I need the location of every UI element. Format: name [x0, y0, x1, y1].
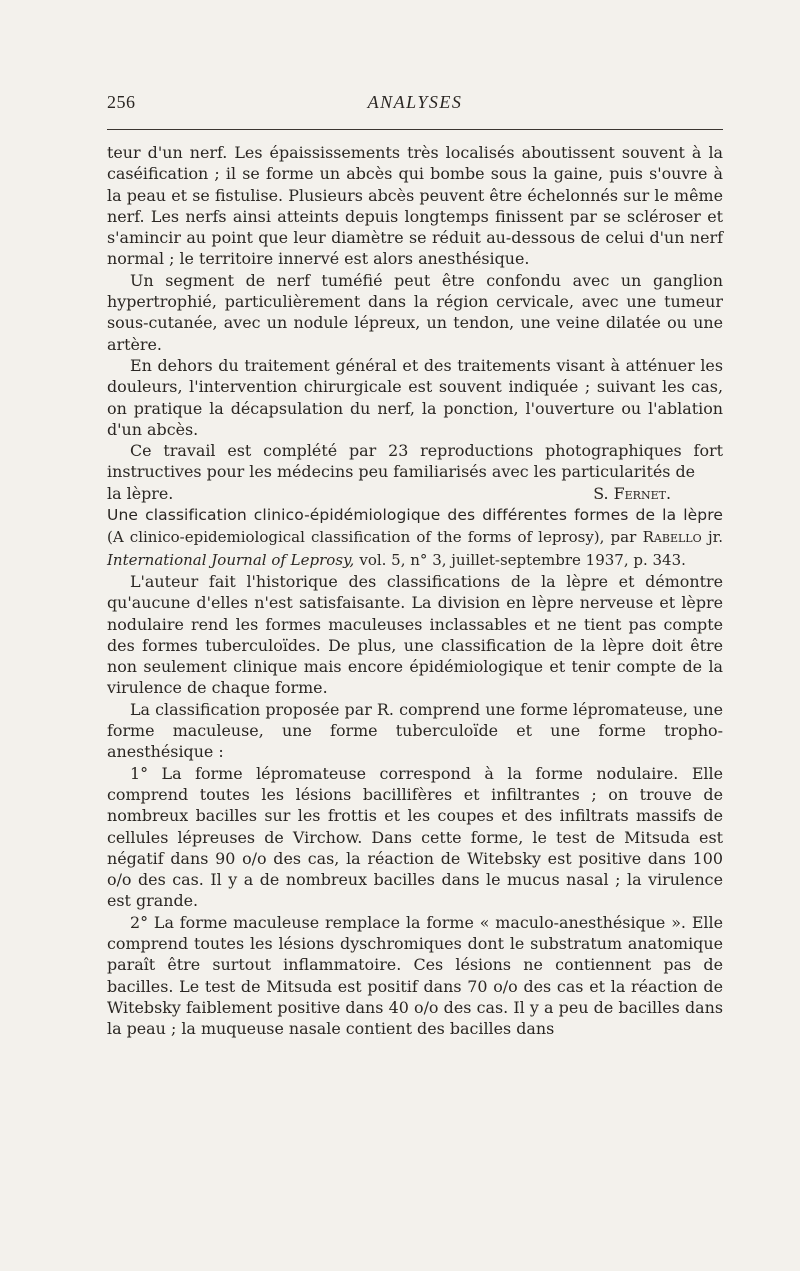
paragraph: 1° La forme lépromateuse correspond à la forme nodulaire. Elle comprend toutes les lésions bacillifères et infiltrantes ; on trouve de nombreux bacilles sur les frottis et les coupes et des infiltrats massifs de cellules lépreuses de Virchow. Dans cette forme, le test de Mitsuda est négatif dans 90 o/o des cas, la réaction de Witebsky est positive dans 100 o/o des cas. Il y a de nombreux bacilles dans le mucus nasal ; la virulence est grande. — [107, 763, 723, 911]
paragraph: En dehors du traitement général et des traitements visant à atténuer les douleurs, l'intervention chirurgicale est souvent indiquée ; suivant les cas, on pratique la décapsulation du nerf, la ponction, l'ouverture ou l'ablation d'un abcès. — [107, 355, 723, 439]
header-rule — [107, 129, 723, 130]
article-author: Rabello — [642, 528, 702, 547]
paragraph: La classification proposée par R. comprend une forme lépromateuse, une forme maculeuse, une forme tuberculoïde et une forme tropho-anesthésique : — [107, 699, 723, 762]
author-suffix: jr. — [708, 528, 723, 547]
article-heading — [107, 504, 723, 571]
citation-details: vol. 5, n° 3, juillet-septembre 1937, p. 343. — [359, 550, 686, 569]
paragraph: Un segment de nerf tuméfié peut être confondu avec un ganglion hypertrophié, particulièrement dans la région cervicale, avec une tumeur sous-cutanée, avec un nodule lépreux, un tendon, une veine dilatée ou une artère. — [107, 270, 723, 354]
first-review — [107, 142, 723, 504]
paragraph-end-with-signature — [107, 483, 723, 504]
paragraph-continuation: teur d'un nerf. Les épaississements très localisés aboutissent souvent à la caséification ; il se forme un abcès qui bombe sous la gaine, puis s'ouvre à la peau et se fistulise. Plusieurs abcès peuvent être échelonnés sur le même nerf. Les nerfs ainsi atteints depuis longtemps finissent par se scléroser et s'amincir au point que leur diamètre se réduit au-dessous de celui d'un nerf normal ; le territoire innervé est alors anesthésique. — [107, 143, 723, 269]
paragraph: L'auteur fait l'historique des classifications de la lèpre et démontre qu'aucune d'elles n'est satisfaisante. La division en lèpre nerveuse et lèpre nodulaire rend les formes maculeuses inclassables et ne tient pas compte des formes tuberculoïdes. De plus, une classification de la lèpre doit être non seulement clinique mais encore épidémiologique et tenir compte de la virulence de chaque forme. — [107, 571, 723, 698]
paragraph: Ce travail est complété par 23 reproductions photographiques fort instructives pour les médecins peu familiarisés avec les particularités de — [107, 441, 723, 482]
page-number: 256 — [107, 92, 136, 112]
reviewer-signature: S. Fernet. — [593, 483, 671, 503]
page-header — [107, 92, 723, 116]
paragraph: 2° La forme maculeuse remplace la forme « maculo-anesthésique ». Elle comprend toutes les lésions dyschromiques dont le substratum anatomique paraît être surtout inflammatoire. Ces lésions ne contiennent pas de bacilles. Le test de Mitsuda est positif dans 70 o/o des cas et la réaction de Witebsky faiblement positive dans 40 o/o des cas. Il y a peu de bacilles dans la peau ; la muqueuse nasale contient des bacilles dans — [107, 912, 723, 1039]
paragraph-last-line: la lèpre. — [107, 483, 174, 503]
second-article — [107, 504, 723, 1039]
article-title: Une classification clinico-épidémiologique des différentes formes de la lèpre — [107, 506, 723, 525]
running-title: ANALYSES — [367, 92, 463, 112]
citation-prefix: (A clinico-epidemiological classification of the forms of leprosy), par — [107, 528, 637, 547]
journal-name: International Journal of Leprosy, — [107, 550, 355, 569]
page-body — [107, 142, 723, 1039]
